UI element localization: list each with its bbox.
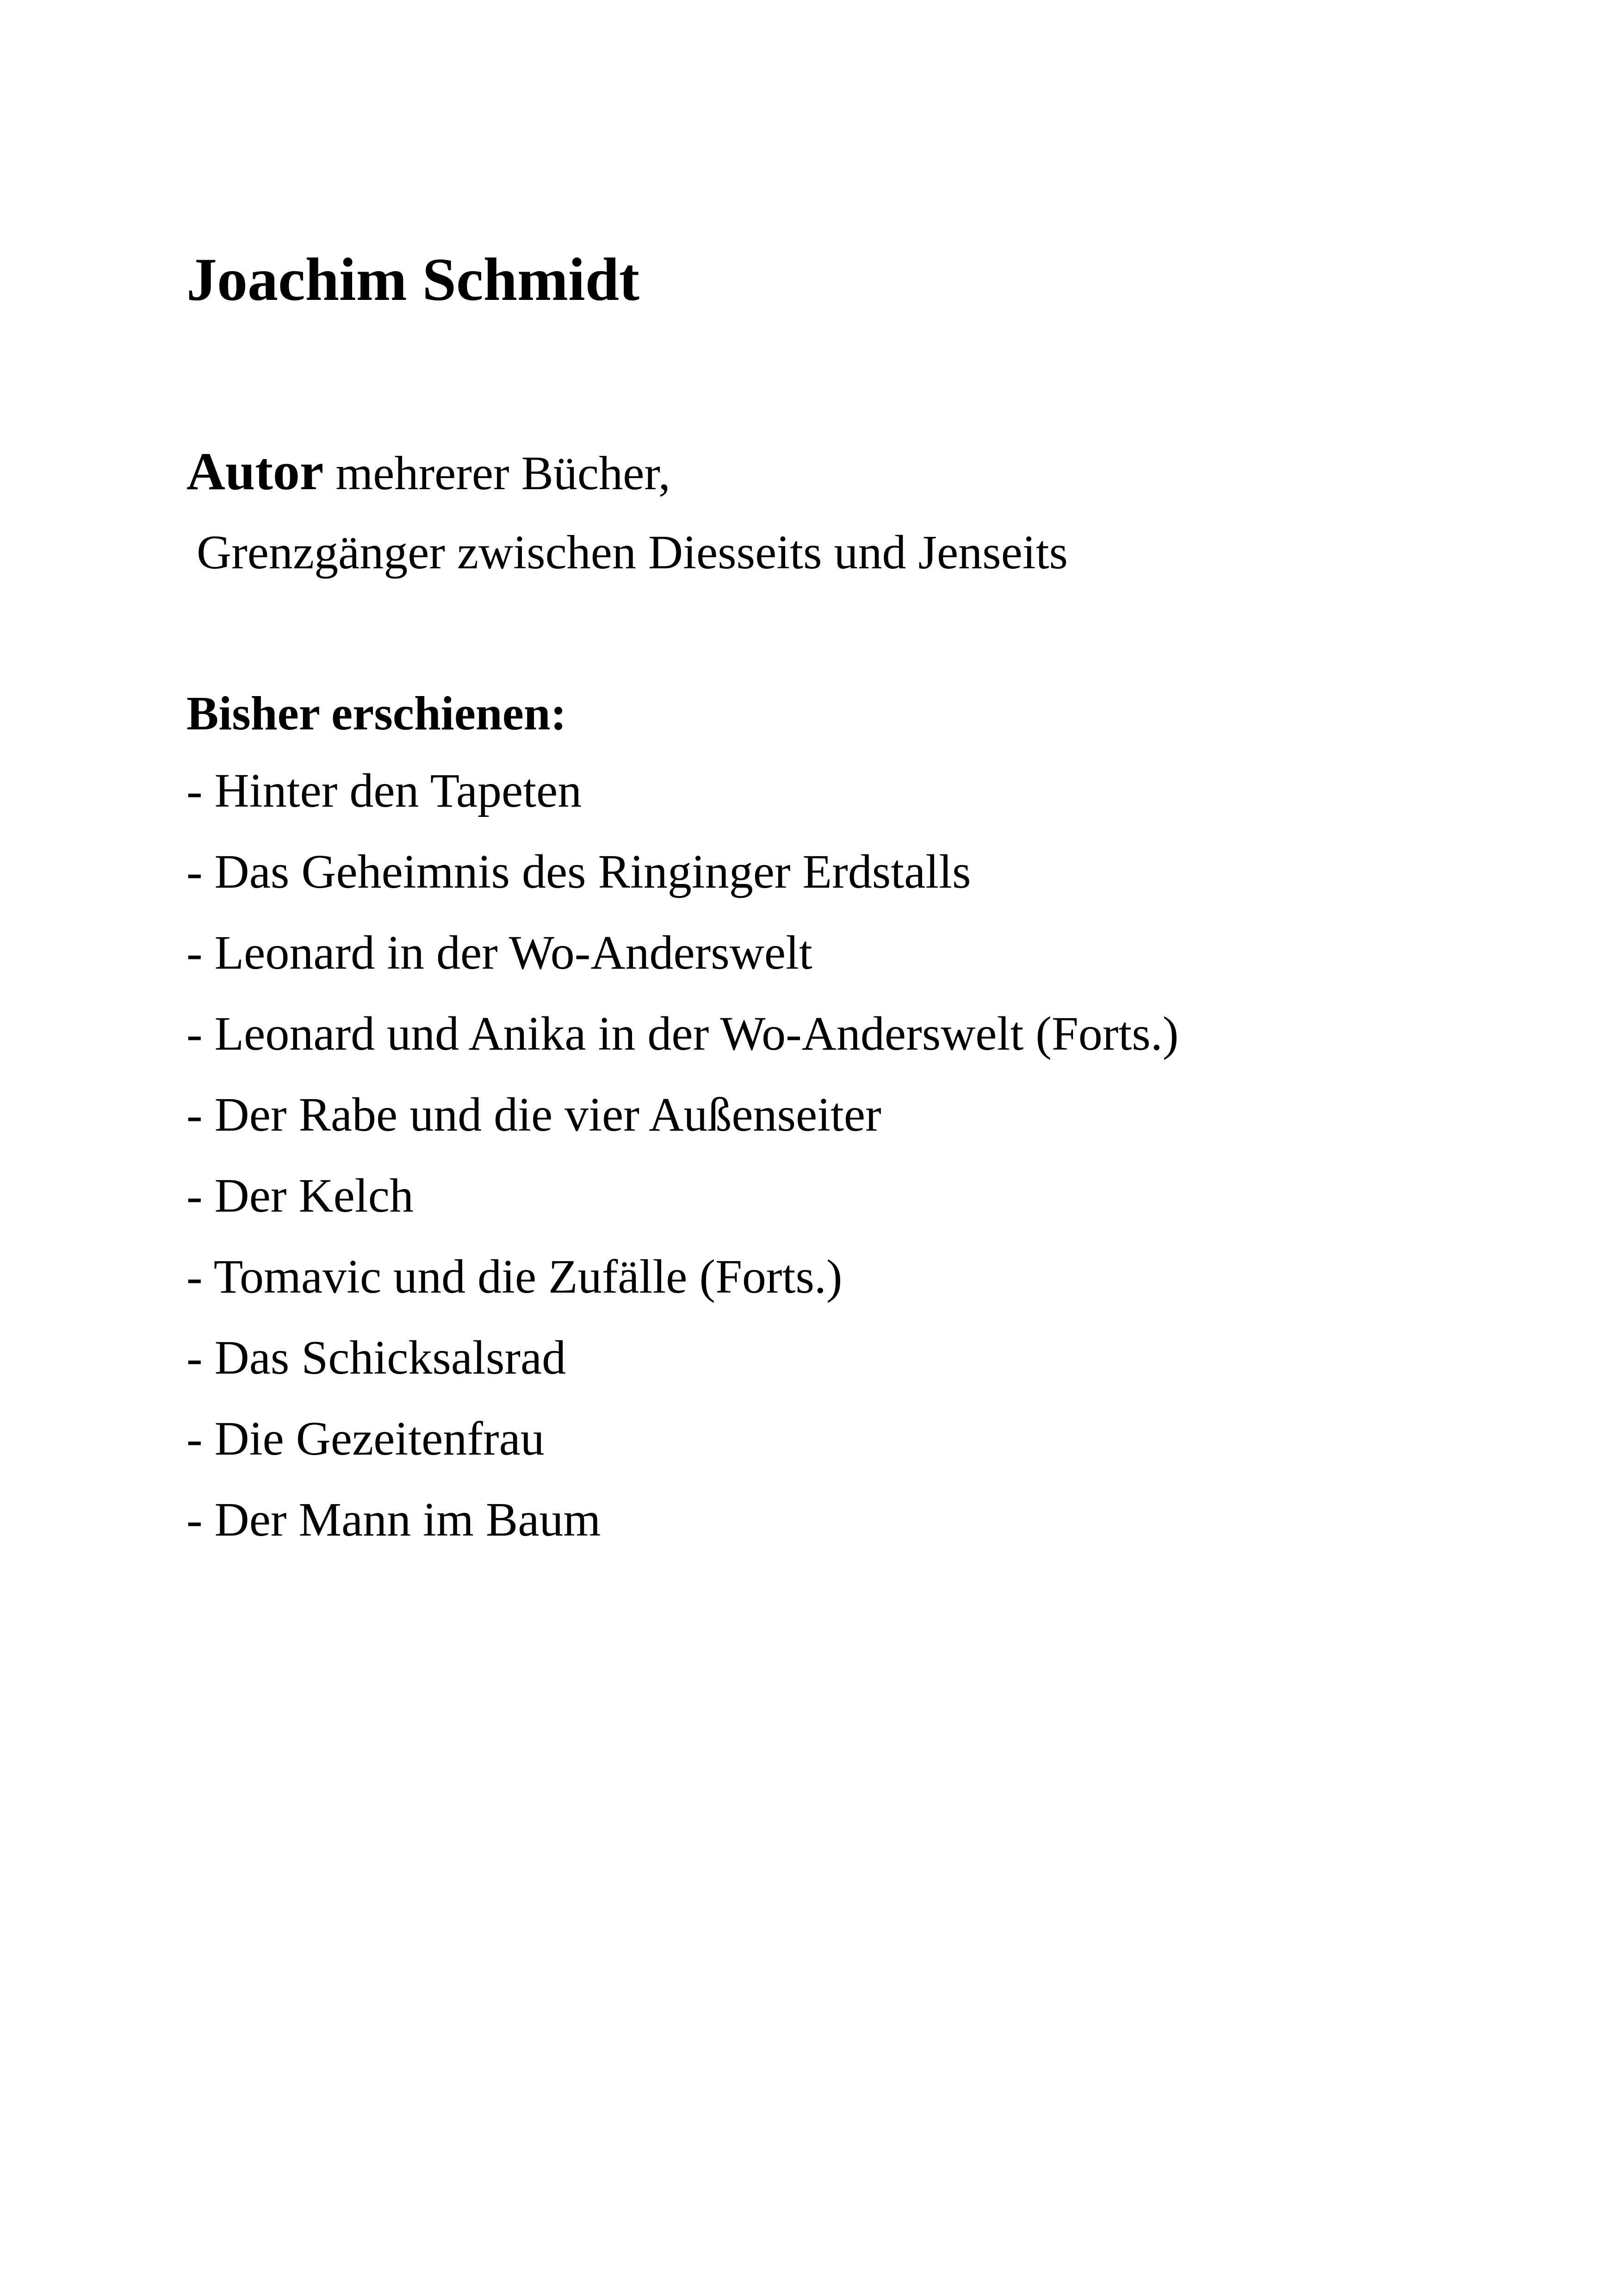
book-item: - Das Geheimnis des Ringinger Erdstalls [186,845,971,898]
book-item: - Das Schicksalsrad [186,1331,566,1384]
author-name: Joachim Schmidt [186,245,640,313]
book-item: - Der Rabe und die vier Außenseiter [186,1088,881,1141]
author-role-word: Autor [186,442,324,501]
books-heading: Bisher erschienen: [186,687,567,740]
author-tagline: Grenzgänger zwischen Diesseits und Jenseits [197,526,1068,579]
book-item: - Tomavic und die Zufälle (Forts.) [186,1250,843,1303]
book-item: - Leonard und Anika in der Wo-Anderswelt (Forts.) [186,1007,1179,1060]
book-item: - Die Gezeitenfrau [186,1412,545,1465]
book-item: - Leonard in der Wo-Anderswelt [186,926,812,979]
author-role-rest: mehrerer Bücher, [323,447,670,500]
author-intro [186,440,670,504]
book-item: - Der Kelch [186,1169,414,1222]
book-item: - Der Mann im Baum [186,1493,601,1546]
book-item: - Hinter den Tapeten [186,764,582,817]
books-list [186,762,1178,1572]
